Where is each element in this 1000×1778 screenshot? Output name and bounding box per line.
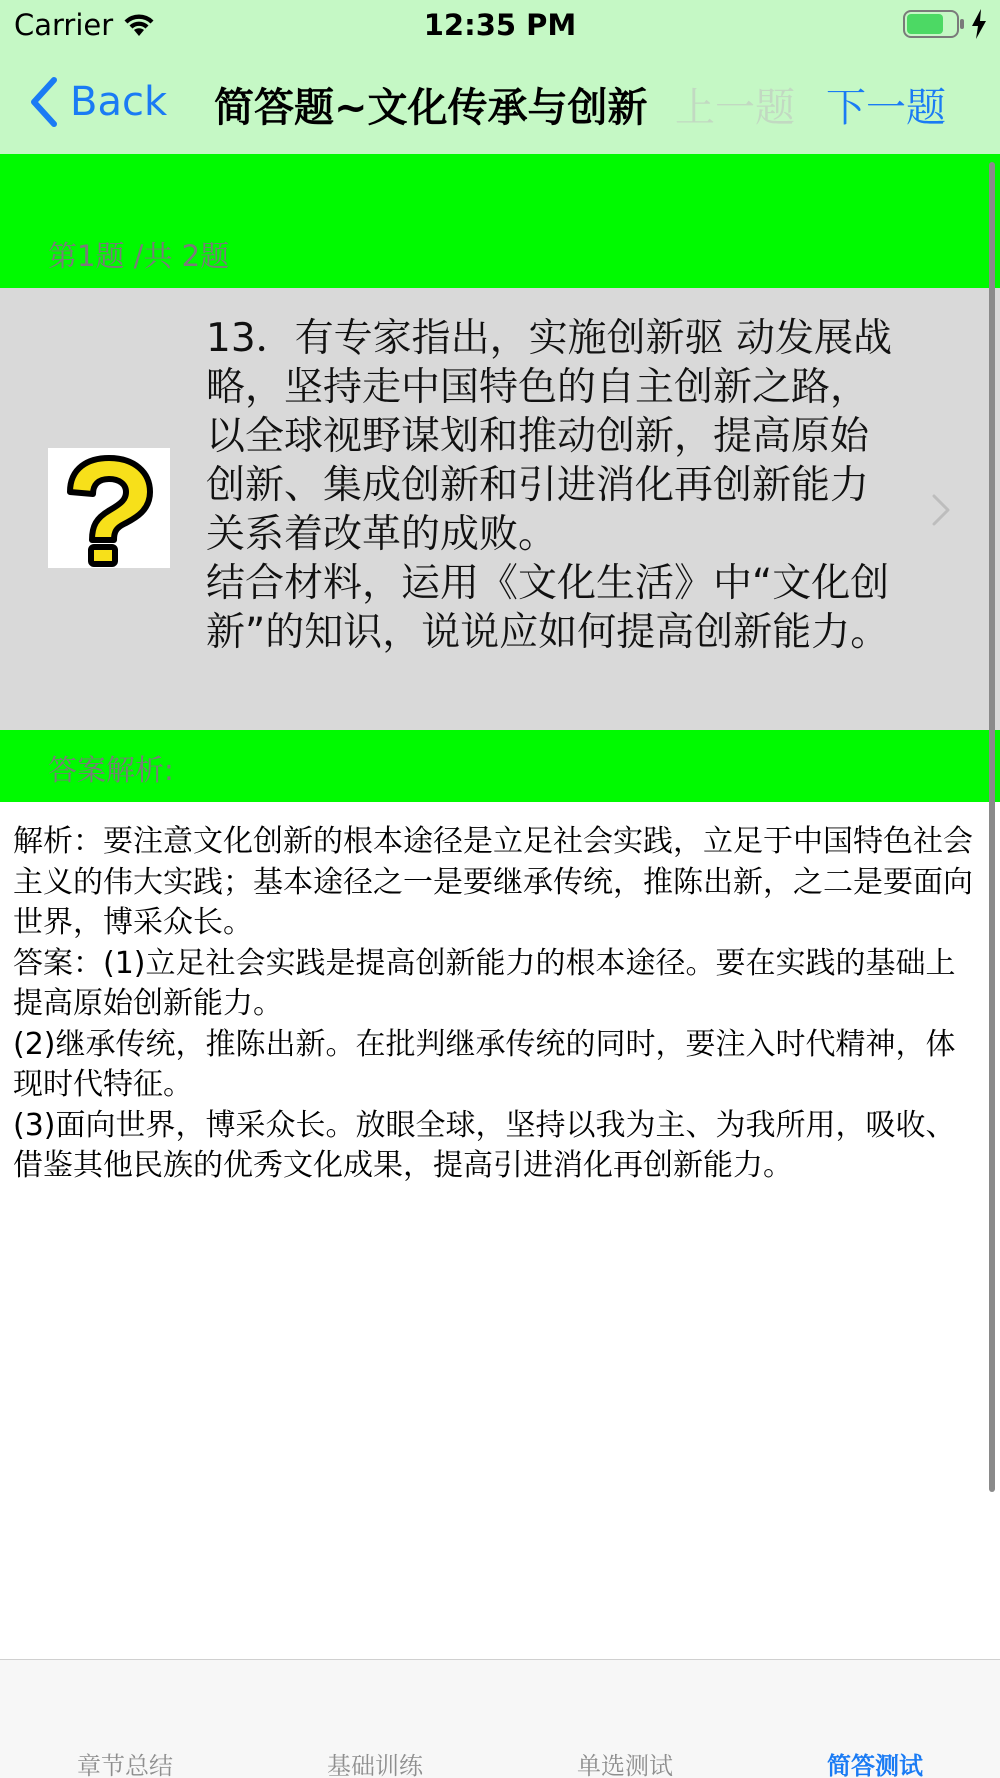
back-button[interactable] [28, 74, 167, 130]
question-row[interactable] [0, 288, 1000, 730]
question-counter: 第1题 /共 2题 [48, 239, 230, 273]
battery-icon [903, 10, 965, 38]
status-bar [0, 0, 1000, 50]
answer-section-header [0, 730, 1000, 802]
charging-bolt-icon [971, 9, 987, 39]
tab-chapter-summary[interactable]: 章节总结 [77, 1752, 173, 1778]
carrier-label: Carrier [14, 8, 114, 42]
answer-explanation: 解析：要注意文化创新的根本途径是立足社会实践，立足于中国特色社会主义的伟大实践；基本途径之一是要继承传统，推陈出新，之二是要面向世界，博采众长。 答案：(1)立足社会实践是提高创新能力的根本途径。要在实践的基础上提高原始创新能力。 (2)继承传统，推陈出新。在批判继承传统的同时，要注入时代精神，体现时代特征。 (3)面向世界，博采众长。放眼全球，坚持以我为主、为我所用，吸收、借鉴其他民族的优秀文化成果，提高引进消化再创新能力。 [13, 824, 973, 1183]
navigation-bar [0, 50, 1000, 154]
tab-bar [0, 1659, 1000, 1778]
tab-short-answer-test[interactable]: 简答测试 [827, 1752, 923, 1778]
scroll-indicator[interactable] [989, 162, 995, 1492]
tab-basic-training[interactable]: 基础训练 [327, 1752, 423, 1778]
question-text: 13．有专家指出，实施创新驱 动发展战略，坚持走中国特色的自主创新之路，以全球视野谋划和推动创新，提高原始创新、集成创新和引进消化再创新能力关系着改革的成败。 结合材料，运用《文化生活》中“文化创新”的知识，说说应如何提高创新能力。 [206, 316, 893, 655]
question-mark-icon [48, 448, 170, 568]
next-question-button[interactable]: 下一题 [826, 85, 946, 131]
tab-single-choice-test[interactable]: 单选测试 [577, 1752, 673, 1778]
previous-question-button[interactable]: 上一题 [675, 85, 795, 131]
chevron-right-icon [930, 492, 952, 528]
answer-header-label: 答案解析: [48, 753, 174, 787]
question-counter-header [0, 154, 1000, 288]
back-label: Back [70, 79, 168, 125]
chevron-left-icon [28, 76, 60, 128]
page-title: 简答题~文化传承与创新 [214, 85, 648, 131]
status-time: 12:35 PM [423, 8, 577, 42]
question-thumbnail [48, 448, 170, 568]
